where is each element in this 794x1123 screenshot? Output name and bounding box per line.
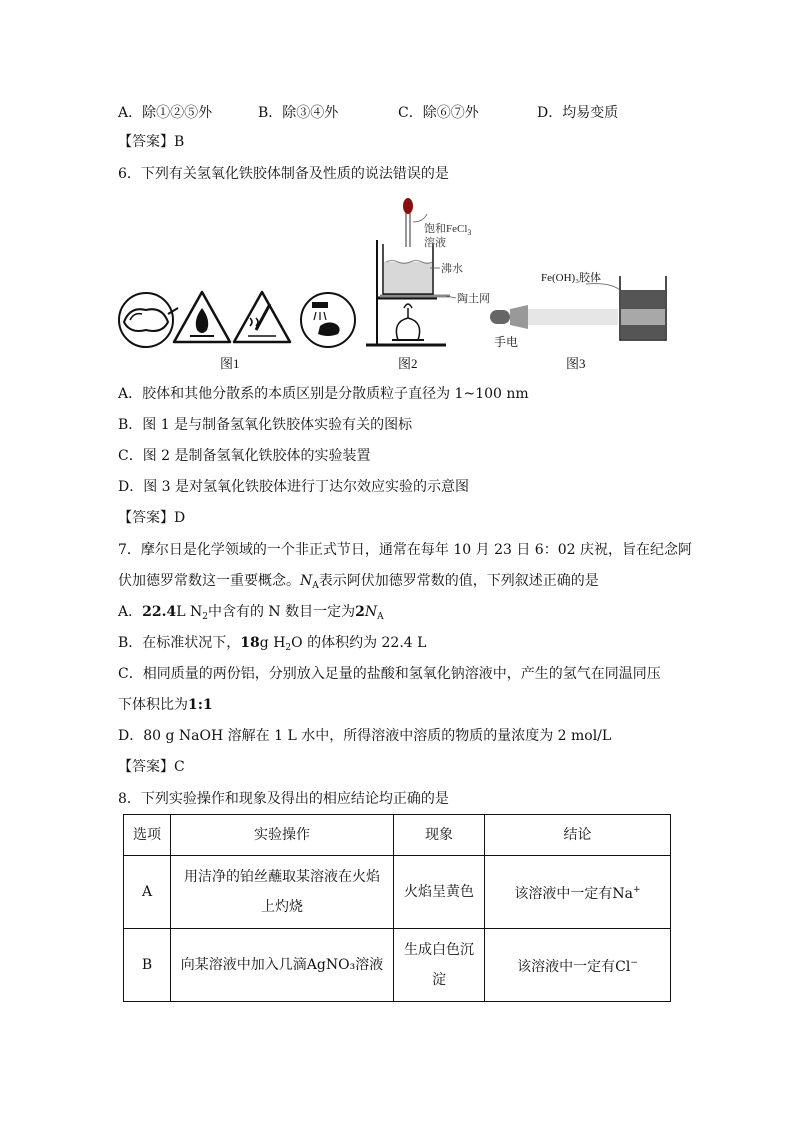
goggles-icon [119,293,178,347]
q5-option-d: D．均易变质 [537,105,619,121]
q6-option-a: A．胶体和其他分散系的本质区别是分散质粒子直径为 1~100 nm [118,386,529,402]
label-fecl3: 饱和FeCl$_3$ [424,223,472,237]
q7-option-d: D．80 g NaOH 溶解在 1 L 水中，所得溶液中溶质的物质的量浓度为 2 mol/L [118,728,612,744]
header-operation: 实验操作 [171,815,394,856]
tyndall-setup [490,276,666,340]
cell-option: B [124,929,171,1002]
q5-option-c: C．除⑥⑦外 [398,105,479,121]
fig3-caption: 图3 [566,356,586,371]
table-row [124,856,671,929]
header-option: 选项 [124,815,171,856]
q7-stem-line1: 7．摩尔日是化学领域的一个非正式节日，通常在每年 10 月 23 日 6：02 庆祝，旨在纪念阿 [118,542,692,558]
q8-stem: 8．下列实验操作和现象及得出的相应结论均正确的是 [118,791,449,807]
label-fecl3-solution: 溶液 [424,237,446,249]
table-row [124,929,671,1002]
flame-warning-icon [174,292,230,342]
fig1-caption: 图1 [220,356,240,371]
q7-stem-line2: 伏加德罗常数这一重要概念。$N_A$表示阿伏加德罗常数的值，下列叙述正确的是 [118,573,599,591]
label-flashlight: 手电 [494,335,519,349]
hot-surface-warning-icon [234,292,290,342]
q6-answer: 【答案】D [118,510,186,526]
q6-option-d: D．图 3 是对氢氧化铁胶体进行丁达尔效应实验的示意图 [118,479,470,495]
q6-figure [0,0,794,380]
q6-option-b: B．图 1 是与制备氢氧化铁胶体实验有关的图标 [118,417,413,433]
label-gauze: 陶土网 [457,293,490,305]
q7-option-b: B．在标准状况下，18g $H_2O$ 的体积约为 22.4 L [118,635,427,653]
cell-phenomenon: 火焰呈黄色 [394,856,485,929]
table-header-row [124,815,671,856]
q7-option-a: A．22.4L $N_2$中含有的 N 数目一定为$2N_A$ [118,604,384,622]
q6-stem: 6．下列有关氢氧化铁胶体制备及性质的说法错误的是 [118,166,449,182]
q8-table [123,814,671,1002]
hand-wash-icon [301,293,355,347]
q5-answer: 【答案】B [118,134,185,150]
cell-conclusion: 该溶液中一定有Na+ [485,856,671,929]
q5-option-a: A．除①②⑤外 [118,105,213,121]
cell-operation: 用洁净的铂丝蘸取某溶液在火焰 上灼烧 [171,856,394,929]
q7-answer: 【答案】C [118,759,185,775]
q6-option-c: C．图 2 是制备氢氧化铁胶体的实验装置 [118,448,371,464]
label-boiling-water: 沸水 [441,263,463,275]
q7-option-c-line2: 下体积比为1:1 [118,697,213,713]
fig2-caption: 图2 [398,356,418,371]
q5-option-b: B．除③④外 [258,105,339,121]
q7-option-c-line1: C．相同质量的两份铝，分别放入足量的盐酸和氢氧化钠溶液中，产生的氢气在同温同压 [118,666,661,682]
cell-option: A [124,856,171,929]
cell-operation: 向某溶液中加入几滴AgNO₃溶液 [171,929,394,1002]
cell-conclusion: 该溶液中一定有Cl− [485,929,671,1002]
header-conclusion: 结论 [485,815,671,856]
label-colloid: Fe(OH)₃胶体 [541,272,602,284]
cell-phenomenon: 生成白色沉 淀 [394,929,485,1002]
header-phenomenon: 现象 [394,815,485,856]
